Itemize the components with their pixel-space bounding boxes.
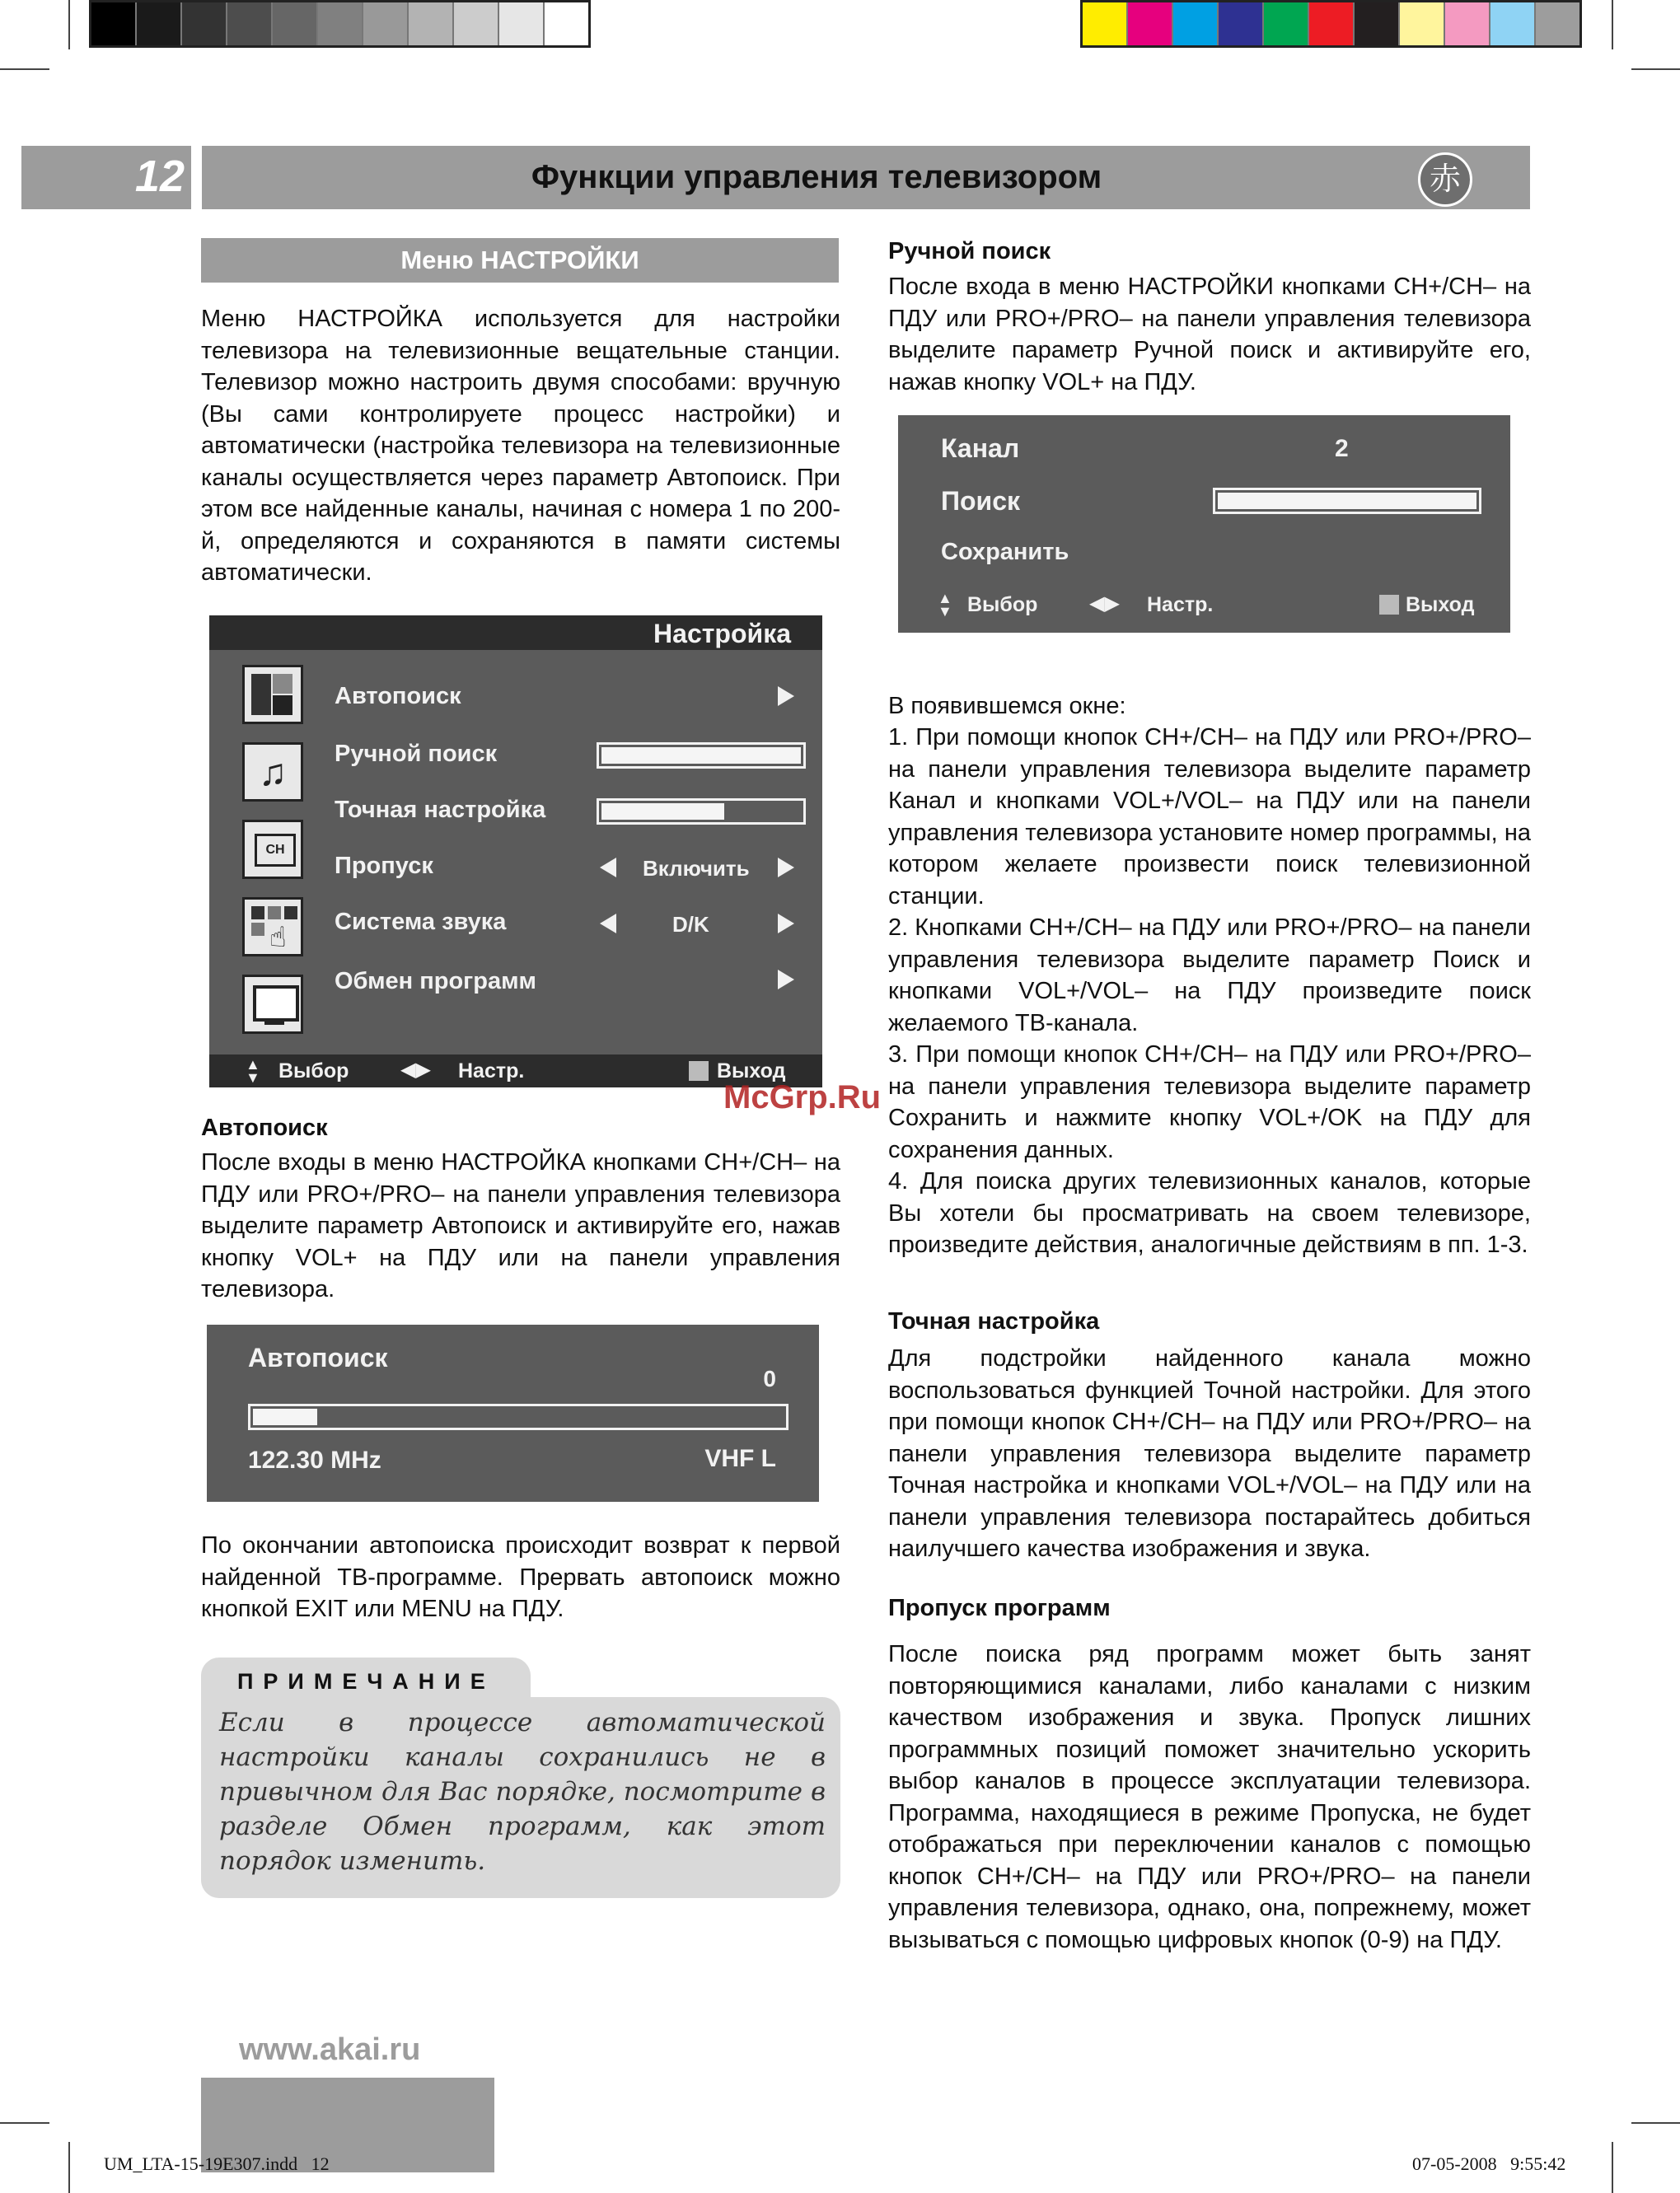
color-swatch-strip [1080, 0, 1582, 48]
gray-swatch [137, 2, 182, 45]
fine-tune-heading: Точная настройка [888, 1308, 1100, 1335]
step-2: 2. Кнопками CH+/CH– на ПДУ или PRO+/PRO– на панели управления телевизора выделите параметр Поиск и кнопками VOL+/VOL– на ПДУ произведите поиск желаемого ТВ-канала. [888, 914, 1531, 1036]
page-number: 12 [134, 152, 185, 201]
after-autosearch-paragraph: По окончании автопоиска происходит возврат к первой найденной ТВ-программе. Прервать автопоиск можно кнопкой EXIT или MENU на ПДУ. [201, 1532, 840, 1622]
step-3: 3. При помощи кнопок CH+/CH– на ПДУ или PRO+/PRO– на панели управления телевизора выделите параметр Сохранить и нажмите кнопку VOL+/OK на ПДУ для сохранения данных. [888, 1041, 1531, 1163]
crop-mark [1612, 2142, 1613, 2193]
color-swatch [1400, 2, 1445, 45]
menu-item-fine-tune[interactable]: Точная настройка [335, 797, 546, 823]
gray-swatch [227, 2, 273, 45]
note-label: ПРИМЕЧАНИЕ [237, 1669, 495, 1694]
crop-mark [1631, 68, 1680, 70]
step-4: 4. Для поиска других телевизионных каналов, которые Вы хотели бы просматривать на своем телевизоре, произведите действия, аналогичные действиям в пп. 1-3. [888, 1168, 1531, 1258]
gray-swatch [182, 2, 227, 45]
color-swatch [1355, 2, 1400, 45]
autosearch-progress-bar [248, 1404, 789, 1430]
color-swatch [1173, 2, 1219, 45]
manual-search-heading: Ручной поиск [888, 238, 1051, 264]
watermark: McGrp.Ru [723, 1079, 882, 1115]
autosearch-screen [207, 1325, 819, 1502]
setup-menu-screen [209, 615, 822, 1087]
skip-heading: Пропуск программ [888, 1595, 1111, 1621]
date-slug: 07-05-2008 9:55:42 [1412, 2153, 1566, 2174]
footer-select: Выбор [967, 593, 1038, 616]
band: VHF L [704, 1445, 776, 1472]
search-label: Поиск [941, 486, 1021, 516]
menu-title-bar [209, 615, 822, 650]
color-swatch [1083, 2, 1128, 45]
monitor-icon [242, 975, 303, 1034]
menu-item-skip[interactable]: Пропуск [335, 853, 433, 879]
footer-select: Выбор [278, 1059, 349, 1082]
arrow-right-icon[interactable] [778, 914, 794, 933]
sound-system-value: D/K [672, 912, 709, 937]
skip-paragraph: После поиска ряд программ может быть занят повторяющимися каналами, либо каналами с низким качеством изображения и звука. Пропуск лишних программных позиций поможет значительно ускорить выбор каналов в процессе эксплуатации телевизора. Программа, находящиеся в режиме Пропуска, не будет отображаться при переключении каналов с помощью кнопок CH+/CH– на ПДУ или PRO+/PRO– на панели управления телевизора, однако, она, попрежнему, может вызываться с помощью цифровых кнопок (0-9) на ПДУ. [888, 1641, 1531, 1953]
left-right-icon: ◀▶ [1089, 592, 1120, 615]
skip-value: Включить [643, 856, 750, 881]
manual-search-screen [898, 415, 1510, 633]
up-down-icon: ▲ ▼ [246, 1056, 260, 1086]
hand-grid-icon: ☝ [242, 897, 303, 956]
color-swatch [1128, 2, 1173, 45]
gray-swatch-strip [89, 0, 591, 48]
gray-swatch [318, 2, 363, 45]
crop-mark [1631, 2122, 1680, 2124]
menu-title: Настройка [653, 619, 791, 648]
gray-swatch [363, 2, 409, 45]
frequency: 122.30 MHz [248, 1447, 381, 1474]
footer-exit: Выход [1406, 593, 1475, 616]
channel-value: 2 [1335, 435, 1349, 462]
arrow-left-icon[interactable] [600, 858, 616, 877]
color-swatch [1264, 2, 1309, 45]
picture-icon [242, 665, 303, 724]
ch-tv-icon: CH [242, 820, 303, 879]
color-swatch [1445, 2, 1490, 45]
note-box [201, 1658, 840, 1898]
fine-tune-bar[interactable] [597, 798, 806, 825]
note-text: Если в процессе автоматической настройки каналы сохранились не в привычном для Вас порядке, посмотрите в разделе Обмен программ, как этот порядок изменить. [219, 1708, 826, 1876]
menu-item-program-swap[interactable]: Обмен программ [335, 968, 537, 994]
arrow-right-icon[interactable] [778, 858, 794, 877]
gray-swatch [273, 2, 318, 45]
file-slug: UM_LTA-15-19E307.indd 12 [104, 2153, 330, 2174]
footer-adjust: Настр. [458, 1059, 525, 1082]
chapter-title: Функции управления телевизором [531, 159, 1102, 195]
menu-item-autosearch[interactable]: Автопоиск [335, 683, 461, 709]
music-icon: ♫ [242, 742, 303, 802]
menu-item-manual-search[interactable]: Ручной поиск [335, 741, 498, 767]
manual-search-paragraph: После входа в меню НАСТРОЙКИ кнопками CH+/CH– на ПДУ или PRO+/PRO– на панели управления телевизора выделите параметр Ручной поиск и активируйте его, нажав кнопку VOL+ на ПДУ. [888, 274, 1531, 395]
crop-mark [0, 68, 49, 70]
intro-paragraph: Меню НАСТРОЙКА используется для настройки телевизора на телевизионные вещательные станции. Телевизор можно настроить двумя способами: вручную (Вы сами контролируете процесс настройки) и автоматически (настройка телевизора на телевизионные каналы осуществляется через параметр Автопоиск. При этом все найденные каналы, начиная с номера 1 по 200-й, определяются и сохраняются в памяти системы автоматически. [201, 306, 840, 586]
website-url[interactable]: www.akai.ru [239, 2032, 421, 2067]
search-bar [1213, 488, 1481, 514]
fine-tune-paragraph: Для подстройки найденного канала можно воспользоваться функцией Точной настройки. Для этого при помощи кнопок CH+/CH– на ПДУ или PRO+/PRO– на панели управления телевизора выделите параметр Точная настройка и кнопками VOL+/VOL– на ПДУ или на панели управления телевизора постарайтесь добиться наилучшего качества изображения и звука. [888, 1345, 1531, 1562]
autosearch-paragraph: После входы в меню НАСТРОЙКА кнопками CH+/CH– на ПДУ или PRO+/PRO– на панели управления телевизора выделите параметр Автопоиск и активируйте его, нажав кнопку VOL+ на ПДУ или на панели управления телевизора. [201, 1149, 840, 1302]
section-title: Меню НАСТРОЙКИ [201, 238, 839, 283]
menu-button-icon [689, 1061, 709, 1081]
manual-search-bar [597, 742, 806, 769]
gray-swatch [454, 2, 499, 45]
gray-swatch [91, 2, 137, 45]
page-number-box [21, 146, 191, 209]
left-right-icon: ◀▶ [400, 1059, 431, 1081]
gray-swatch [409, 2, 454, 45]
autosearch-heading: Автопоиск [201, 1115, 328, 1141]
menu-button-icon [1379, 595, 1399, 615]
color-swatch [1536, 2, 1579, 45]
gray-swatch [545, 2, 588, 45]
footer-adjust: Настр. [1147, 593, 1214, 616]
steps-intro: В появившемся окне: [888, 693, 1126, 719]
save-label[interactable]: Сохранить [941, 539, 1069, 565]
arrow-left-icon[interactable] [600, 914, 616, 933]
crop-mark [1612, 0, 1613, 49]
chapter-title-bar [202, 146, 1530, 209]
crop-mark [68, 0, 70, 49]
autosearch-screen-title: Автопоиск [248, 1343, 388, 1372]
up-down-icon: ▲ ▼ [938, 590, 952, 620]
crop-mark [68, 2142, 70, 2193]
gray-swatch [499, 2, 545, 45]
brand-logo-icon: 赤 [1418, 152, 1472, 207]
footer-exit: Выход [717, 1059, 786, 1082]
arrow-right-icon[interactable] [778, 686, 794, 706]
crop-mark [0, 2122, 49, 2124]
color-swatch [1309, 2, 1355, 45]
arrow-right-icon[interactable] [778, 970, 794, 989]
step-1: 1. При помощи кнопок CH+/CH– на ПДУ или PRO+/PRO– на панели управления телевизора выделите параметр Канал и кнопками VOL+/VOL– на ПДУ или на панели управления телевизора установите номер программы, на котором желаете произвести поиск телевизионной станции. [888, 724, 1531, 909]
menu-item-sound-system[interactable]: Система звука [335, 909, 507, 935]
color-swatch [1490, 2, 1536, 45]
channel-count: 0 [763, 1366, 776, 1391]
color-swatch [1219, 2, 1264, 45]
channel-label: Канал [941, 433, 1020, 463]
